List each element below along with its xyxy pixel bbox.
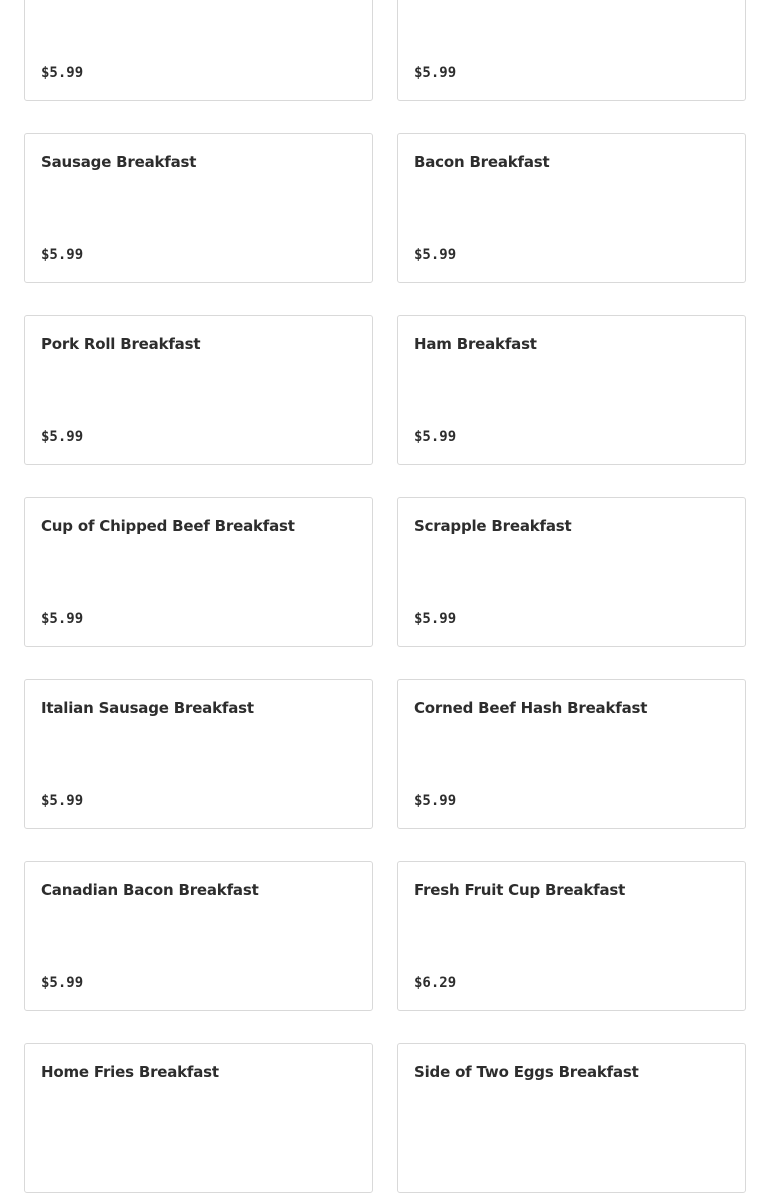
menu-item-price: $6.29: [414, 975, 457, 991]
menu-item-card[interactable]: [24, 1043, 373, 1193]
menu-item-name: Ham Breakfast: [414, 335, 537, 353]
menu-item-price: $5.99: [41, 429, 84, 445]
menu-item-name: Italian Sausage Breakfast: [41, 699, 254, 717]
menu-item-card[interactable]: [397, 133, 746, 283]
menu-item-price: $5.99: [414, 611, 457, 627]
menu-item-price: $5.99: [41, 793, 84, 809]
menu-item-grid: [24, 0, 746, 1193]
menu-item-name: Corned Beef Hash Breakfast: [414, 699, 648, 717]
menu-item-name: Pork Roll Breakfast: [41, 335, 201, 353]
menu-item-card[interactable]: [24, 679, 373, 829]
menu-item-name: Scrapple Breakfast: [414, 517, 572, 535]
menu-item-price: $5.99: [41, 611, 84, 627]
menu-item-card[interactable]: [397, 497, 746, 647]
menu-item-card[interactable]: [24, 133, 373, 283]
menu-item-card[interactable]: [397, 1043, 746, 1193]
menu-item-price: $5.99: [41, 247, 84, 263]
menu-item-name: Canadian Bacon Breakfast: [41, 881, 259, 899]
menu-item-price: $5.99: [414, 793, 457, 809]
menu-item-card[interactable]: [397, 315, 746, 465]
menu-item-price: $5.99: [414, 65, 457, 81]
menu-item-name: Side of Two Eggs Breakfast: [414, 1063, 639, 1081]
menu-item-card[interactable]: [397, 0, 746, 101]
menu-item-card[interactable]: [397, 679, 746, 829]
menu-item-name: Cup of Chipped Beef Breakfast: [41, 517, 295, 535]
menu-item-price: $5.99: [414, 247, 457, 263]
menu-item-price: $5.99: [414, 429, 457, 445]
menu-item-card[interactable]: [24, 497, 373, 647]
menu-item-card[interactable]: [24, 315, 373, 465]
menu-item-card[interactable]: [397, 861, 746, 1011]
menu-item-card[interactable]: [24, 861, 373, 1011]
menu-item-card[interactable]: [24, 0, 373, 101]
menu-item-price: $5.99: [41, 975, 84, 991]
menu-item-price: $5.99: [41, 65, 84, 81]
menu-item-name: Bacon Breakfast: [414, 153, 550, 171]
menu-item-name: Sausage Breakfast: [41, 153, 197, 171]
menu-item-name: Home Fries Breakfast: [41, 1063, 219, 1081]
menu-item-name: Fresh Fruit Cup Breakfast: [414, 881, 626, 899]
